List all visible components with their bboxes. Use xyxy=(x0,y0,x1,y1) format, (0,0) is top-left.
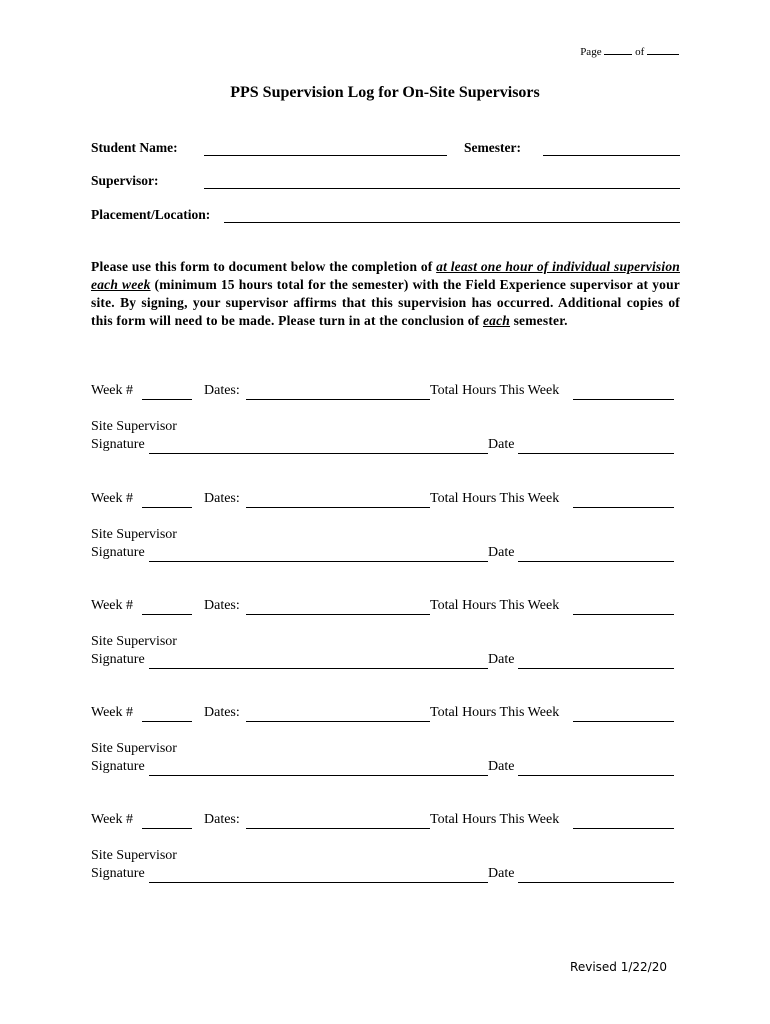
week-entry xyxy=(91,598,681,698)
supervisor-label: Supervisor: xyxy=(91,173,159,188)
dates-field[interactable] xyxy=(246,614,430,615)
total-hours-field[interactable] xyxy=(573,828,674,829)
date-field[interactable] xyxy=(518,668,674,669)
site-supervisor-label: Site Supervisor xyxy=(91,527,177,542)
week-label: Week # xyxy=(91,491,134,506)
signature-field[interactable] xyxy=(149,668,488,669)
page-number xyxy=(580,46,679,58)
signature-field[interactable] xyxy=(149,775,488,776)
site-supervisor-label: Site Supervisor xyxy=(91,848,177,863)
date-label: Date xyxy=(488,437,515,452)
page-total-field[interactable] xyxy=(647,54,679,55)
signature-label: Signature xyxy=(91,652,145,667)
week-label: Week # xyxy=(91,383,134,398)
week-entry xyxy=(91,491,681,591)
revision-date: Revised 1/22/20 xyxy=(570,960,667,974)
of-label: of xyxy=(635,46,645,58)
week-entry xyxy=(91,705,681,805)
signature-label: Signature xyxy=(91,437,145,452)
dates-field[interactable] xyxy=(246,507,430,508)
instructions-part2: (minimum 15 hours total for the semester) with the Field Experience supervisor at your site. By signing, your supervisor affirms that this supervision has occurred. Additional copies of this form will need to be made. Please turn in at the conclusion of xyxy=(91,277,680,328)
site-supervisor-label: Site Supervisor xyxy=(91,741,177,756)
date-label: Date xyxy=(488,652,515,667)
placement-label: Placement/Location: xyxy=(91,207,211,222)
student-name-field[interactable] xyxy=(204,155,447,156)
dates-label: Dates: xyxy=(204,705,240,720)
week-entry xyxy=(91,383,681,483)
signature-field[interactable] xyxy=(149,561,488,562)
dates-field[interactable] xyxy=(246,399,430,400)
week-number-field[interactable] xyxy=(142,828,192,829)
date-label: Date xyxy=(488,866,515,881)
total-hours-field[interactable] xyxy=(573,614,674,615)
signature-label: Signature xyxy=(91,545,145,560)
total-hours-field[interactable] xyxy=(573,399,674,400)
instructions-paragraph xyxy=(91,258,680,330)
dates-field[interactable] xyxy=(246,721,430,722)
instructions-part3: semester. xyxy=(510,313,568,328)
dates-label: Dates: xyxy=(204,812,240,827)
semester-field[interactable] xyxy=(543,155,680,156)
dates-label: Dates: xyxy=(204,598,240,613)
supervisor-field[interactable] xyxy=(204,188,680,189)
date-field[interactable] xyxy=(518,775,674,776)
dates-label: Dates: xyxy=(204,383,240,398)
total-hours-label: Total Hours This Week xyxy=(430,383,560,398)
signature-field[interactable] xyxy=(149,453,488,454)
dates-label: Dates: xyxy=(204,491,240,506)
week-number-field[interactable] xyxy=(142,614,192,615)
student-name-label: Student Name: xyxy=(91,140,178,155)
instructions-emphasis: at least one hour of individual supervision each week xyxy=(91,259,680,292)
week-number-field[interactable] xyxy=(142,507,192,508)
signature-field[interactable] xyxy=(149,882,488,883)
total-hours-label: Total Hours This Week xyxy=(430,705,560,720)
site-supervisor-label: Site Supervisor xyxy=(91,419,177,434)
date-label: Date xyxy=(488,759,515,774)
week-number-field[interactable] xyxy=(142,399,192,400)
semester-label: Semester: xyxy=(464,140,521,155)
total-hours-label: Total Hours This Week xyxy=(430,491,560,506)
dates-field[interactable] xyxy=(246,828,430,829)
total-hours-field[interactable] xyxy=(573,507,674,508)
signature-label: Signature xyxy=(91,866,145,881)
week-label: Week # xyxy=(91,705,134,720)
date-field[interactable] xyxy=(518,882,674,883)
page-title: PPS Supervision Log for On-Site Supervisors xyxy=(230,84,540,101)
total-hours-field[interactable] xyxy=(573,721,674,722)
date-label: Date xyxy=(488,545,515,560)
placement-field[interactable] xyxy=(224,222,680,223)
instructions-emphasis-each: each xyxy=(482,313,511,328)
date-field[interactable] xyxy=(518,453,674,454)
site-supervisor-label: Site Supervisor xyxy=(91,634,177,649)
week-number-field[interactable] xyxy=(142,721,192,722)
week-label: Week # xyxy=(91,598,134,613)
instructions-part1: Please use this form to document below the completion of xyxy=(91,259,437,274)
total-hours-label: Total Hours This Week xyxy=(430,812,560,827)
signature-label: Signature xyxy=(91,759,145,774)
week-entry xyxy=(91,812,681,912)
total-hours-label: Total Hours This Week xyxy=(430,598,560,613)
date-field[interactable] xyxy=(518,561,674,562)
week-label: Week # xyxy=(91,812,134,827)
page-number-field[interactable] xyxy=(604,54,632,55)
page-label: Page xyxy=(580,46,602,58)
